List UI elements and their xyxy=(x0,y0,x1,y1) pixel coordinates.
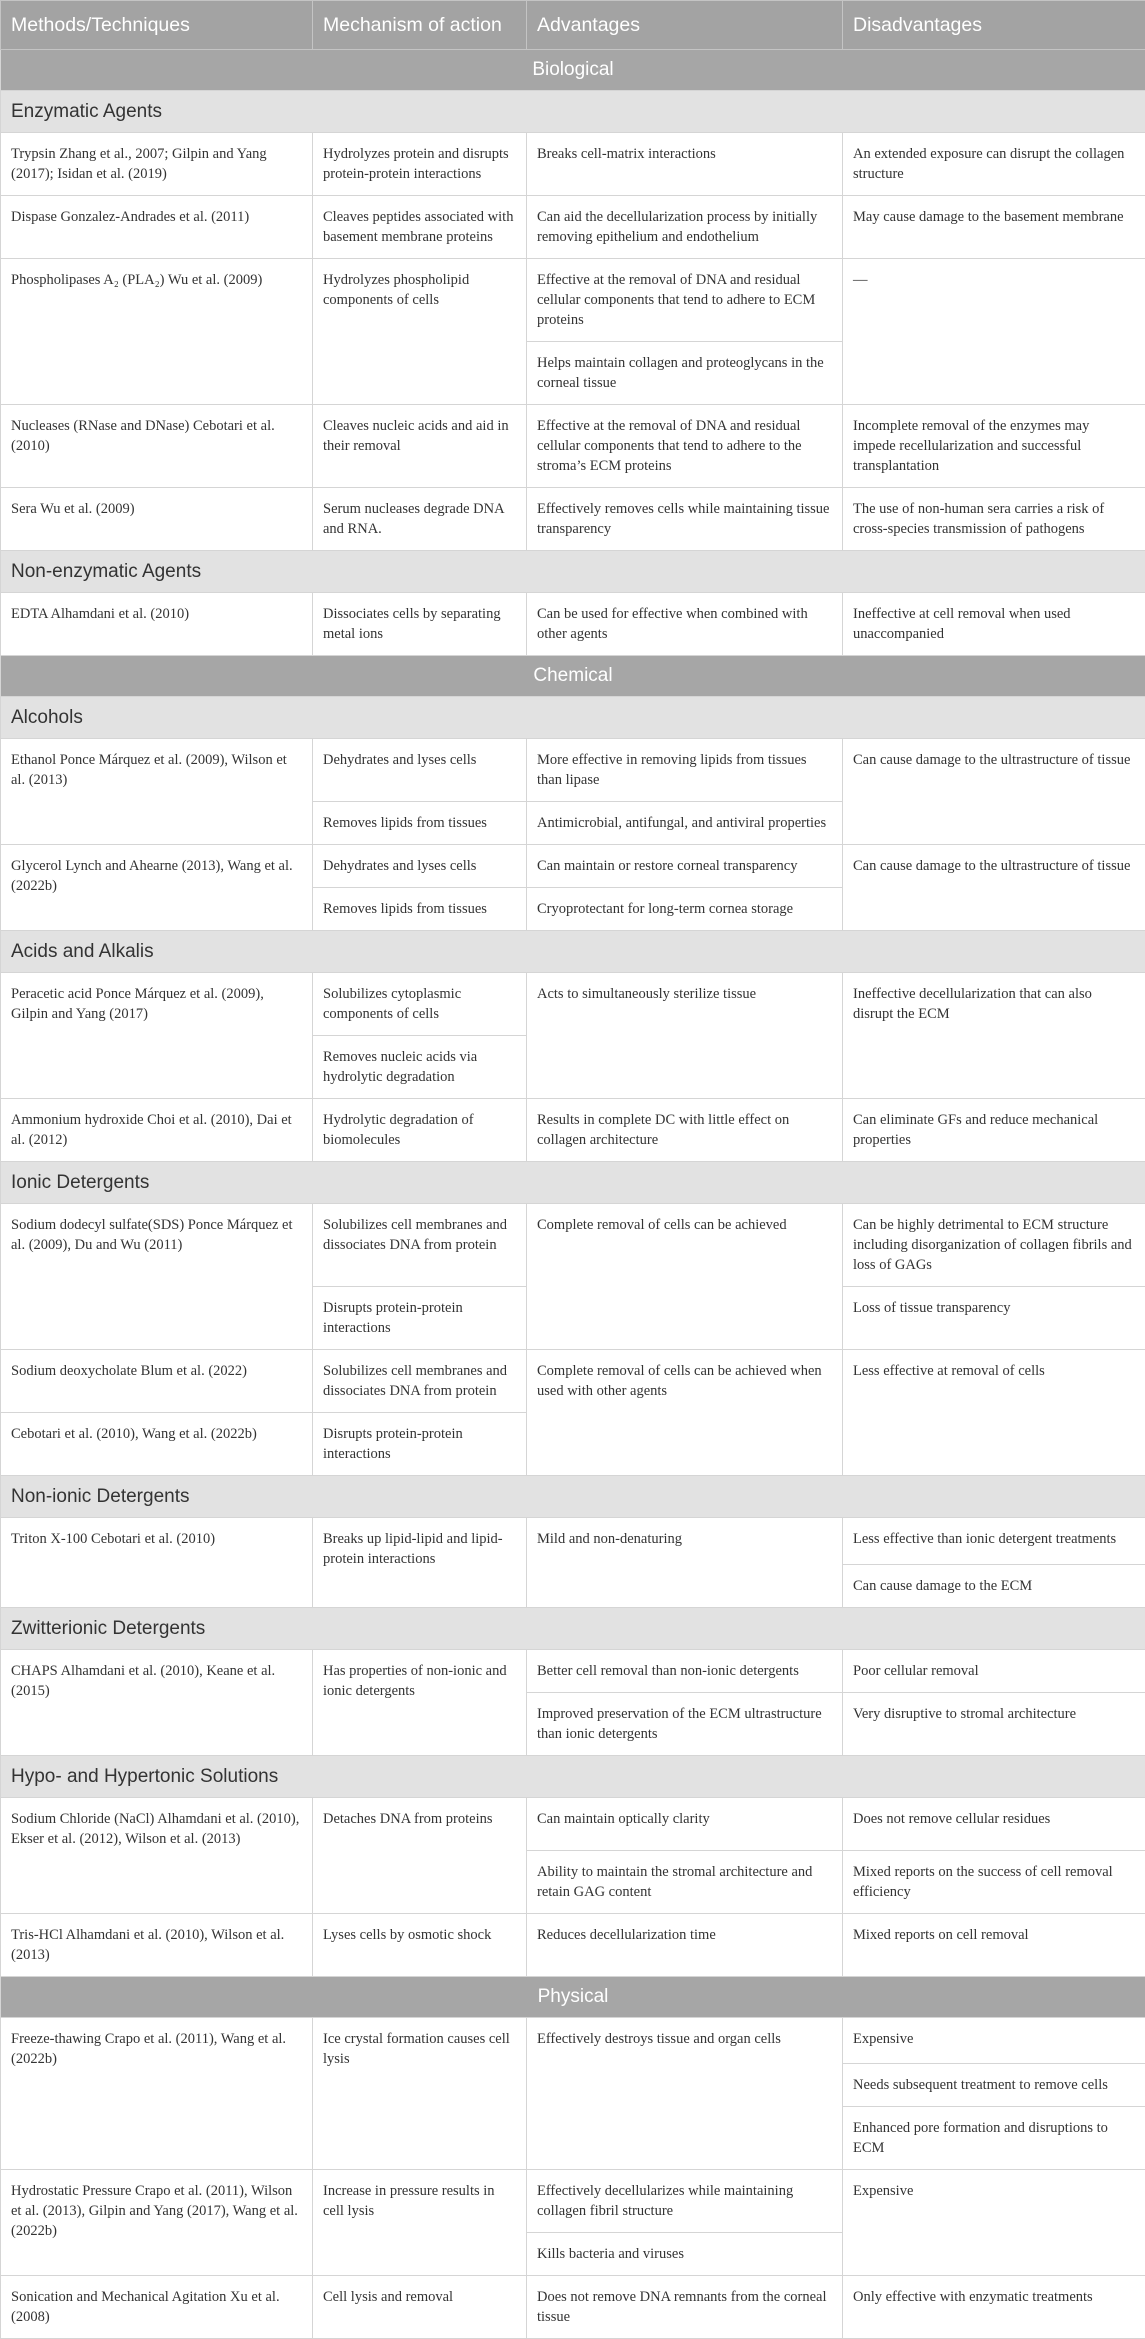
method-cell: Peracetic acid Ponce Márquez et al. (2009), Gilpin and Yang (2017) xyxy=(1,973,313,1099)
mechanism-cell: Dissociates cells by separating metal ions xyxy=(313,593,527,656)
method-cell: Glycerol Lynch and Ahearne (2013), Wang et al. (2022b) xyxy=(1,845,313,931)
method-cell: Dispase Gonzalez-Andrades et al. (2011) xyxy=(1,196,313,259)
mechanism-cell: Has properties of non-ionic and ionic detergents xyxy=(313,1650,527,1756)
mechanism-cell: Removes lipids from tissues xyxy=(313,802,527,845)
disadvantage-cell: The use of non-human sera carries a risk of cross-species transmission of pathogens xyxy=(843,488,1145,551)
disadvantage-cell: Mixed reports on cell removal xyxy=(843,1914,1145,1977)
section-label: Physical xyxy=(1,1977,1145,2018)
disadvantage-cell: — xyxy=(843,259,1145,405)
disadvantage-cell: Incomplete removal of the enzymes may impede recellularization and successful transplantation xyxy=(843,405,1145,488)
disadvantage-cell: An extended exposure can disrupt the collagen structure xyxy=(843,133,1145,196)
advantage-cell: Can be used for effective when combined with other agents xyxy=(527,593,843,656)
subsection-row xyxy=(1,1608,1145,1650)
advantage-cell: Effective at the removal of DNA and residual cellular components that tend to adhere to ECM proteins xyxy=(527,259,843,342)
disadvantage-cell: Ineffective at cell removal when used unaccompanied xyxy=(843,593,1145,656)
advantage-cell: Can maintain optically clarity xyxy=(527,1798,843,1851)
mechanism-cell: Hydrolyzes phospholipid components of cells xyxy=(313,259,527,405)
mechanism-cell: Hydrolyzes protein and disrupts protein-protein interactions xyxy=(313,133,527,196)
table-row xyxy=(1,405,1145,488)
table-row xyxy=(1,1798,1145,1851)
subsection-label: Enzymatic Agents xyxy=(1,91,1145,133)
advantage-cell: Effectively decellularizes while maintaining collagen fibril structure xyxy=(527,2170,843,2233)
disadvantage-cell: Ineffective decellularization that can also disrupt the ECM xyxy=(843,973,1145,1099)
mechanism-cell: Cleaves peptides associated with basement membrane proteins xyxy=(313,196,527,259)
disadvantage-cell: Less effective at removal of cells xyxy=(843,1350,1145,1476)
subsection-row xyxy=(1,1756,1145,1798)
table-row xyxy=(1,2018,1145,2064)
disadvantage-cell: Only effective with enzymatic treatments xyxy=(843,2276,1145,2339)
mechanism-cell: Disrupts protein-protein interactions xyxy=(313,1287,527,1350)
subsection-row xyxy=(1,1162,1145,1204)
mechanism-cell: Dehydrates and lyses cells xyxy=(313,739,527,802)
mechanism-cell: Lyses cells by osmotic shock xyxy=(313,1914,527,1977)
advantage-cell: Effectively destroys tissue and organ cells xyxy=(527,2018,843,2170)
disadvantage-cell: Very disruptive to stromal architecture xyxy=(843,1693,1145,1756)
advantage-cell: Acts to simultaneously sterilize tissue xyxy=(527,973,843,1099)
table-row xyxy=(1,1204,1145,1287)
disadvantage-cell: Expensive xyxy=(843,2170,1145,2276)
mechanism-cell: Serum nucleases degrade DNA and RNA. xyxy=(313,488,527,551)
advantage-cell: More effective in removing lipids from tissues than lipase xyxy=(527,739,843,802)
subsection-label: Acids and Alkalis xyxy=(1,931,1145,973)
disadvantage-cell: Loss of tissue transparency xyxy=(843,1287,1145,1350)
mechanism-cell: Disrupts protein-protein interactions xyxy=(313,1413,527,1476)
table-row xyxy=(1,2276,1145,2339)
subsection-row xyxy=(1,931,1145,973)
table-row xyxy=(1,739,1145,802)
disadvantage-cell: Can cause damage to the ultrastructure of tissue xyxy=(843,739,1145,845)
advantage-cell: Kills bacteria and viruses xyxy=(527,2233,843,2276)
section-row xyxy=(1,50,1145,91)
subsection-row xyxy=(1,91,1145,133)
advantage-cell: Results in complete DC with little effect on collagen architecture xyxy=(527,1099,843,1162)
mechanism-cell: Detaches DNA from proteins xyxy=(313,1798,527,1914)
method-cell: Ethanol Ponce Márquez et al. (2009), Wilson et al. (2013) xyxy=(1,739,313,845)
disadvantage-cell: Poor cellular removal xyxy=(843,1650,1145,1693)
advantage-cell: Improved preservation of the ECM ultrastructure than ionic detergents xyxy=(527,1693,843,1756)
header-methods: Methods/Techniques xyxy=(1,1,313,50)
header-advantages: Advantages xyxy=(527,1,843,50)
subsection-row xyxy=(1,697,1145,739)
mechanism-cell: Increase in pressure results in cell lysis xyxy=(313,2170,527,2276)
disadvantage-cell: May cause damage to the basement membrane xyxy=(843,196,1145,259)
subsection-row xyxy=(1,551,1145,593)
method-cell: Sodium deoxycholate Blum et al. (2022) xyxy=(1,1350,313,1413)
subsection-label: Ionic Detergents xyxy=(1,1162,1145,1204)
method-cell: Sonication and Mechanical Agitation Xu et al. (2008) xyxy=(1,2276,313,2339)
advantage-cell: Mild and non-denaturing xyxy=(527,1518,843,1608)
advantage-cell: Effective at the removal of DNA and residual cellular components that tend to adhere to the stroma’s ECM proteins xyxy=(527,405,843,488)
method-cell: Ammonium hydroxide Choi et al. (2010), Dai et al. (2012) xyxy=(1,1099,313,1162)
mechanism-cell: Solubilizes cytoplasmic components of cells xyxy=(313,973,527,1036)
table-row xyxy=(1,1518,1145,1565)
table-row xyxy=(1,488,1145,551)
section-label: Chemical xyxy=(1,656,1145,697)
table-header-row xyxy=(1,1,1145,50)
advantage-cell: Breaks cell-matrix interactions xyxy=(527,133,843,196)
advantage-cell: Can aid the decellularization process by initially removing epithelium and endothelium xyxy=(527,196,843,259)
method-cell: Nucleases (RNase and DNase) Cebotari et al. (2010) xyxy=(1,405,313,488)
advantage-cell: Can maintain or restore corneal transparency xyxy=(527,845,843,888)
disadvantage-cell: Less effective than ionic detergent treatments xyxy=(843,1518,1145,1565)
section-row xyxy=(1,1977,1145,2018)
mechanism-cell: Removes nucleic acids via hydrolytic degradation xyxy=(313,1036,527,1099)
subsection-label: Hypo- and Hypertonic Solutions xyxy=(1,1756,1145,1798)
table-row xyxy=(1,973,1145,1036)
mechanism-cell: Removes lipids from tissues xyxy=(313,888,527,931)
table-row xyxy=(1,1350,1145,1413)
section-label: Biological xyxy=(1,50,1145,91)
disadvantage-cell: Can cause damage to the ultrastructure of tissue xyxy=(843,845,1145,931)
advantage-cell: Helps maintain collagen and proteoglycans in the corneal tissue xyxy=(527,342,843,405)
method-cell: EDTA Alhamdani et al. (2010) xyxy=(1,593,313,656)
method-cell: Freeze-thawing Crapo et al. (2011), Wang et al. (2022b) xyxy=(1,2018,313,2170)
disadvantage-cell: Can eliminate GFs and reduce mechanical properties xyxy=(843,1099,1145,1162)
advantage-cell: Does not remove DNA remnants from the corneal tissue xyxy=(527,2276,843,2339)
mechanism-cell: Hydrolytic degradation of biomolecules xyxy=(313,1099,527,1162)
advantage-cell: Ability to maintain the stromal architecture and retain GAG content xyxy=(527,1851,843,1914)
table-row xyxy=(1,845,1145,888)
advantage-cell: Cryoprotectant for long-term cornea storage xyxy=(527,888,843,931)
subsection-label: Alcohols xyxy=(1,697,1145,739)
advantage-cell: Effectively removes cells while maintaining tissue transparency xyxy=(527,488,843,551)
mechanism-cell: Solubilizes cell membranes and dissociates DNA from protein xyxy=(313,1204,527,1287)
table-row xyxy=(1,2170,1145,2233)
advantage-cell: Better cell removal than non-ionic detergents xyxy=(527,1650,843,1693)
disadvantage-cell: Can be highly detrimental to ECM structure including disorganization of collagen fibrils and loss of GAGs xyxy=(843,1204,1145,1287)
mechanism-cell: Ice crystal formation causes cell lysis xyxy=(313,2018,527,2170)
disadvantage-cell: Mixed reports on the success of cell removal efficiency xyxy=(843,1851,1145,1914)
method-cell: Sodium dodecyl sulfate(SDS) Ponce Márquez et al. (2009), Du and Wu (2011) xyxy=(1,1204,313,1350)
method-cell: Sodium Chloride (NaCl) Alhamdani et al. (2010), Ekser et al. (2012), Wilson et al. (2013) xyxy=(1,1798,313,1914)
advantage-cell: Complete removal of cells can be achieved xyxy=(527,1204,843,1350)
mechanism-cell: Solubilizes cell membranes and dissociates DNA from protein xyxy=(313,1350,527,1413)
header-mechanism: Mechanism of action xyxy=(313,1,527,50)
subsection-row xyxy=(1,1476,1145,1518)
mechanism-cell: Dehydrates and lyses cells xyxy=(313,845,527,888)
disadvantage-cell: Needs subsequent treatment to remove cells xyxy=(843,2064,1145,2107)
table-row xyxy=(1,133,1145,196)
disadvantage-cell: Enhanced pore formation and disruptions to ECM xyxy=(843,2107,1145,2170)
advantage-cell: Complete removal of cells can be achieved when used with other agents xyxy=(527,1350,843,1476)
table-row xyxy=(1,1099,1145,1162)
method-cell: Cebotari et al. (2010), Wang et al. (2022b) xyxy=(1,1413,313,1476)
header-disadvantages: Disadvantages xyxy=(843,1,1145,50)
subsection-label: Non-enzymatic Agents xyxy=(1,551,1145,593)
disadvantage-cell: Does not remove cellular residues xyxy=(843,1798,1145,1851)
method-cell: Hydrostatic Pressure Crapo et al. (2011), Wilson et al. (2013), Gilpin and Yang (2017), Wang et al. (2022b) xyxy=(1,2170,313,2276)
section-row xyxy=(1,656,1145,697)
subsection-label: Zwitterionic Detergents xyxy=(1,1608,1145,1650)
table-row xyxy=(1,259,1145,342)
table-row xyxy=(1,1650,1145,1693)
mechanism-cell: Breaks up lipid-lipid and lipid-protein interactions xyxy=(313,1518,527,1608)
advantage-cell: Antimicrobial, antifungal, and antiviral properties xyxy=(527,802,843,845)
table-row xyxy=(1,196,1145,259)
mechanism-cell: Cell lysis and removal xyxy=(313,2276,527,2339)
table-row xyxy=(1,1914,1145,1977)
subsection-label: Non-ionic Detergents xyxy=(1,1476,1145,1518)
mechanism-cell: Cleaves nucleic acids and aid in their removal xyxy=(313,405,527,488)
method-cell: CHAPS Alhamdani et al. (2010), Keane et al. (2015) xyxy=(1,1650,313,1756)
table-row xyxy=(1,593,1145,656)
disadvantage-cell: Can cause damage to the ECM xyxy=(843,1565,1145,1608)
method-cell: Phospholipases A₂ (PLA₂) Wu et al. (2009) xyxy=(1,259,313,405)
method-cell: Trypsin Zhang et al., 2007; Gilpin and Yang (2017); Isidan et al. (2019) xyxy=(1,133,313,196)
method-cell: Triton X-100 Cebotari et al. (2010) xyxy=(1,1518,313,1608)
method-cell: Sera Wu et al. (2009) xyxy=(1,488,313,551)
advantage-cell: Reduces decellularization time xyxy=(527,1914,843,1977)
method-cell: Tris-HCl Alhamdani et al. (2010), Wilson et al. (2013) xyxy=(1,1914,313,1977)
disadvantage-cell: Expensive xyxy=(843,2018,1145,2064)
